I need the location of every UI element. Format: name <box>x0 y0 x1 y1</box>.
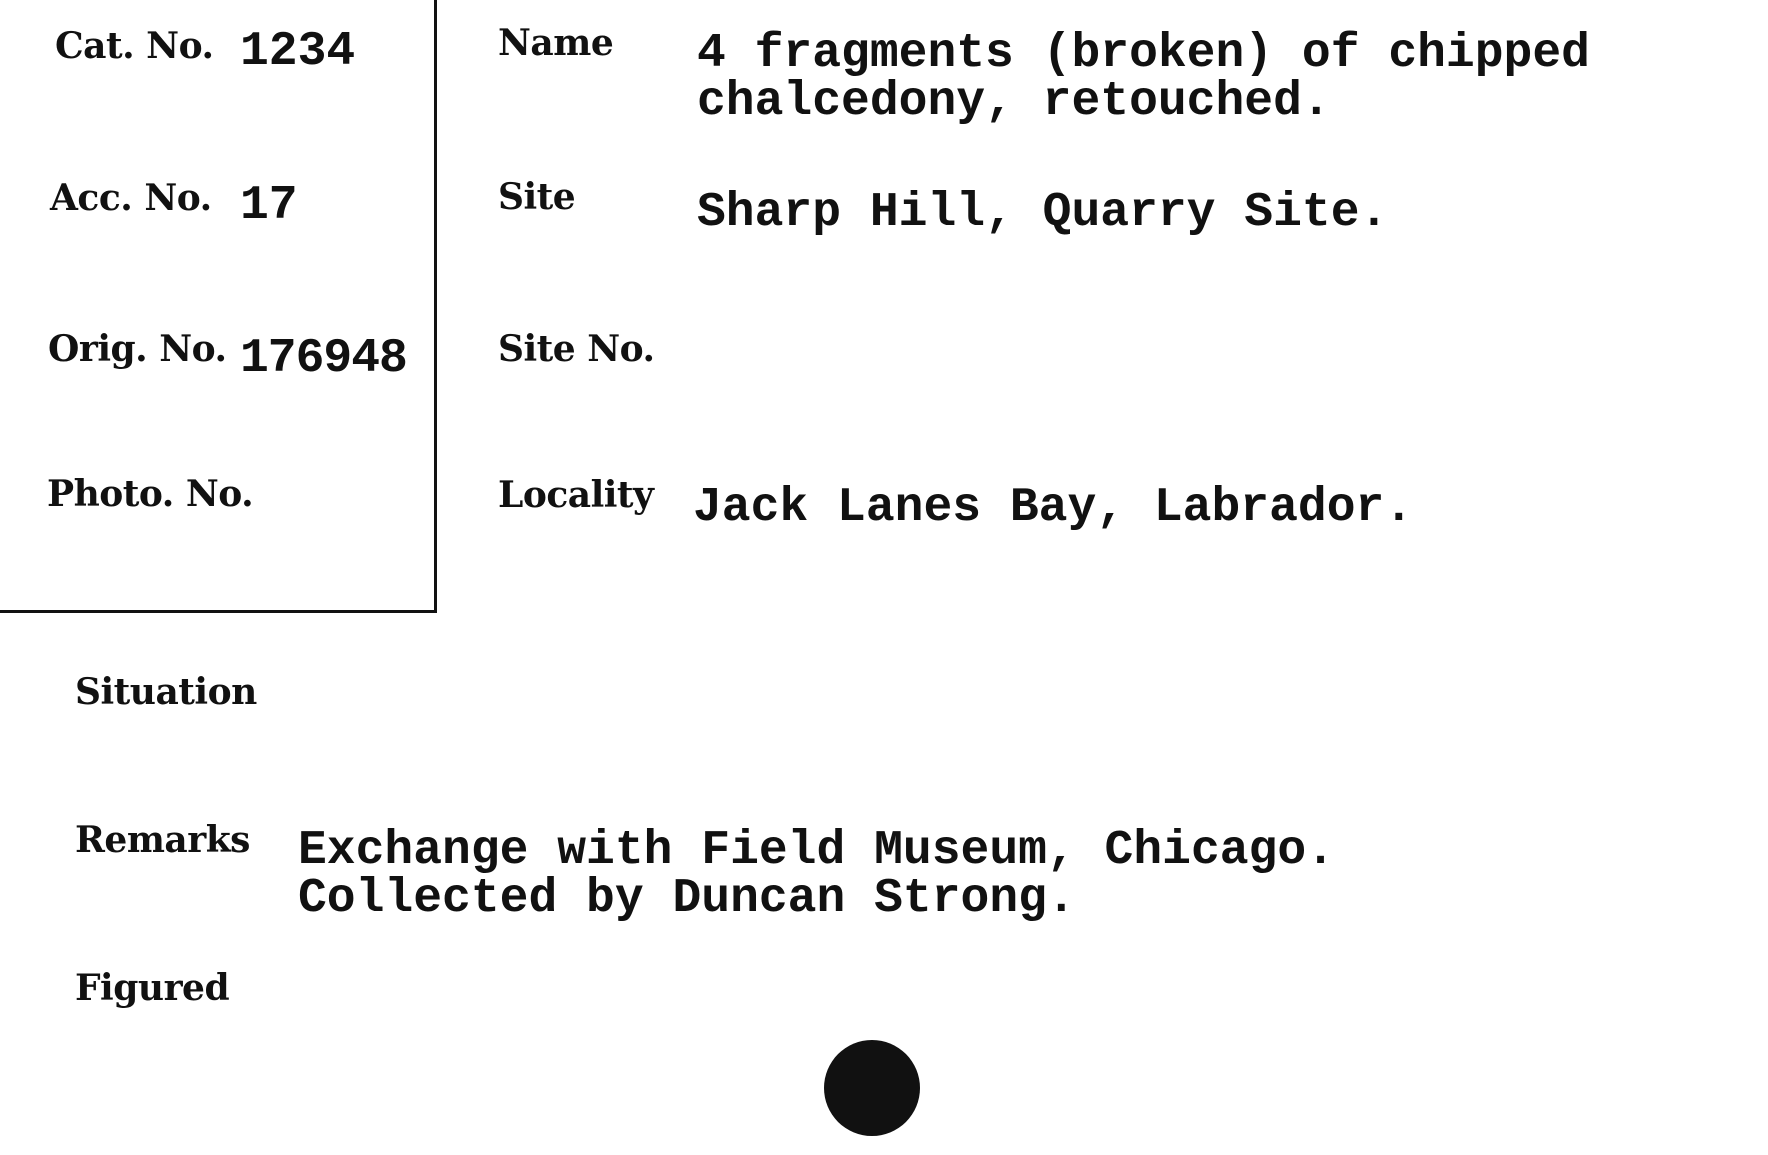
locality-value: Jack Lanes Bay, Labrador. <box>693 481 1414 535</box>
locality-label: Locality <box>498 474 654 516</box>
punch-hole <box>824 1040 920 1136</box>
orig-no-label: Orig. No. <box>48 328 227 370</box>
site-no-label: Site No. <box>498 328 655 370</box>
acc-no-value: 17 <box>240 179 298 233</box>
photo-no-label: Photo. No. <box>47 473 254 515</box>
site-label: Site <box>498 176 576 218</box>
remarks-value: Exchange with Field Museum, Chicago. Collected by Duncan Strong. <box>298 824 1335 926</box>
situation-label: Situation <box>75 671 257 713</box>
site-value: Sharp Hill, Quarry Site. <box>697 186 1389 240</box>
figured-label: Figured <box>75 967 230 1009</box>
cat-no-value: 1234 <box>240 25 356 79</box>
remarks-label: Remarks <box>75 819 250 861</box>
name-label: Name <box>498 22 614 64</box>
cat-no-label: Cat. No. <box>55 25 214 67</box>
catalog-number-box <box>0 0 437 613</box>
name-value: 4 fragments (broken) of chipped chalcedony, retouched. <box>697 27 1590 129</box>
acc-no-label: Acc. No. <box>50 177 212 219</box>
orig-no-value: 176948 <box>240 332 407 386</box>
